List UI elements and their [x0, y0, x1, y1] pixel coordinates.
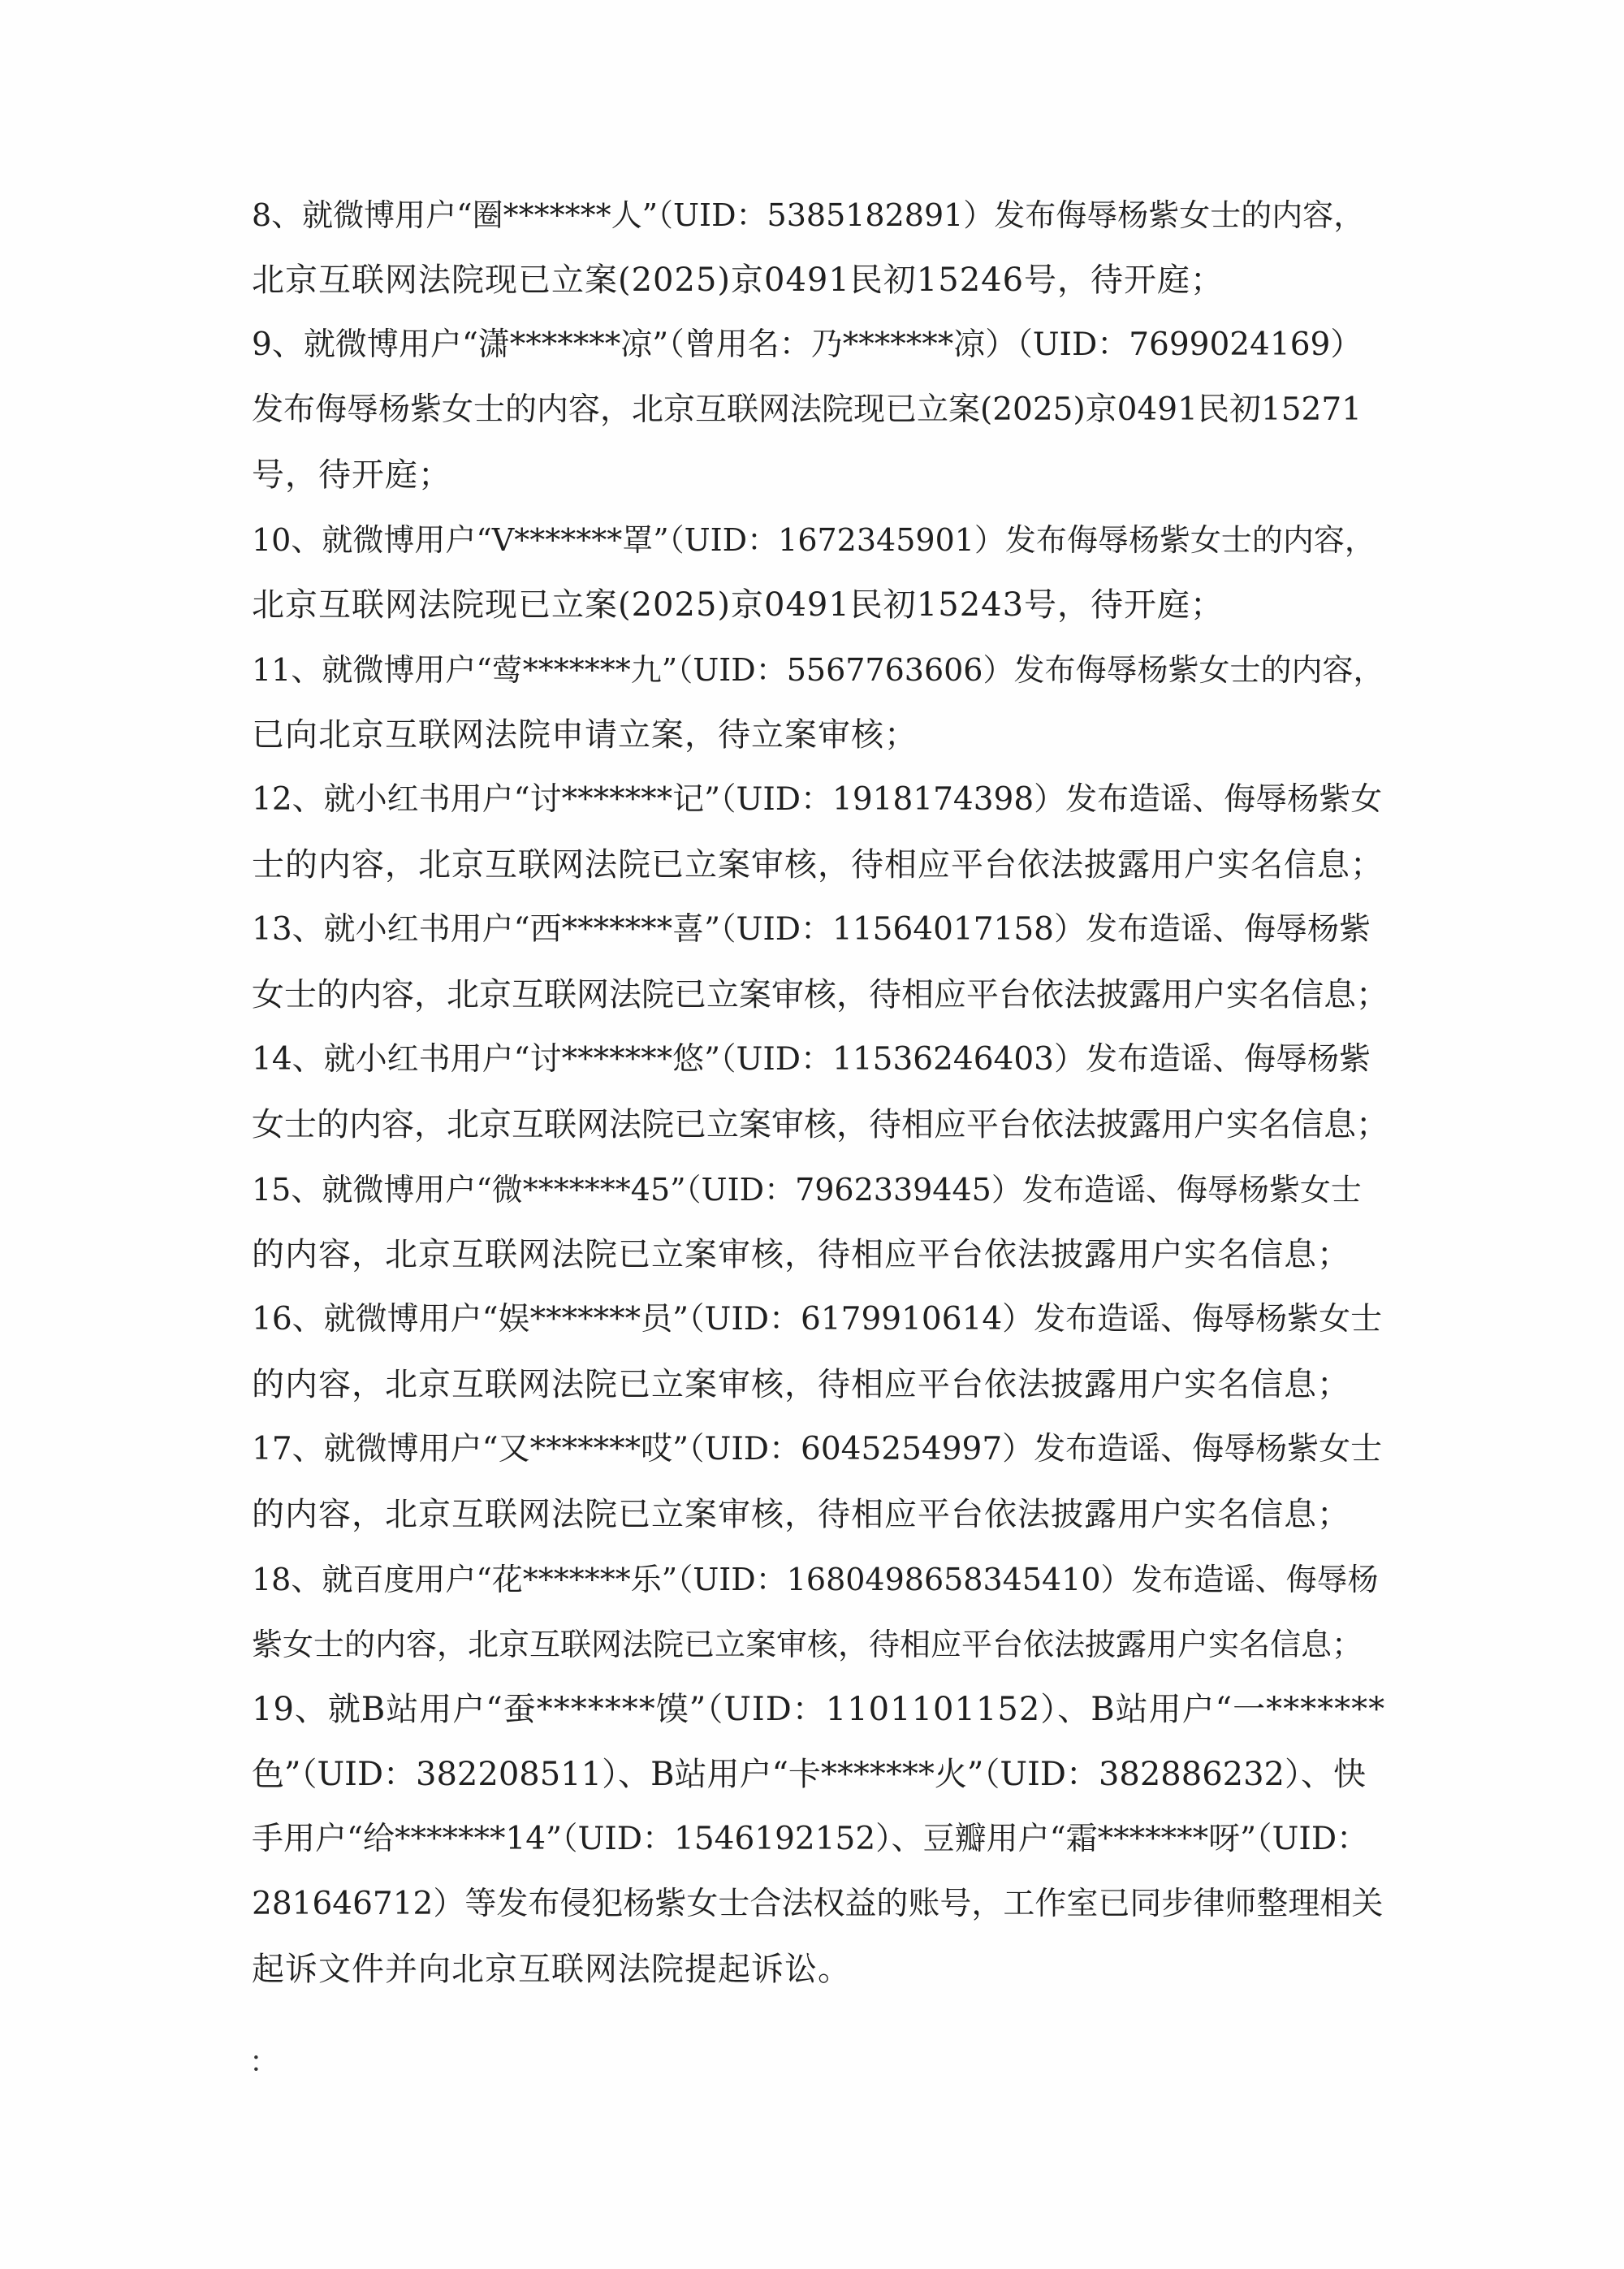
text-line: 女士的内容，北京互联网法院已立案审核，待相应平台依法披露用户实名信息；	[252, 976, 1389, 1013]
text-line: 15、就微博用户“微*******45”（UID：7962339445）发布造谣、侮辱杨紫女士	[252, 1172, 1362, 1208]
text-line: 的内容，北京互联网法院已立案审核，待相应平台依法披露用户实名信息；	[252, 1496, 1350, 1533]
text-line: 10、就微博用户“V*******罩”（UID：1672345901）发布侮辱杨紫女士的内容，	[252, 522, 1376, 558]
text-line: 北京互联网法院现已立案(2025)京0491民初15243号，待开庭；	[252, 586, 1224, 624]
text-line: 9、就微博用户“潇*******凉”（曾用名：乃*******凉）（UID：7699024169）	[252, 326, 1363, 363]
text-line: 8、就微博用户“圈*******人”（UID：5385182891）发布侮辱杨紫女士的内容，	[252, 197, 1365, 233]
text-line: 号，待开庭；	[252, 456, 451, 494]
text-line: 的内容，北京互联网法院已立案审核，待相应平台依法披露用户实名信息；	[252, 1366, 1350, 1403]
text-line: 手用户“给*******14”（UID：1546192152）、豆瓣用户“霜*******呀”（UID：	[252, 1821, 1369, 1857]
text-line: 紫女士的内容，北京互联网法院已立案审核，待相应平台依法披露用户实名信息；	[252, 1627, 1363, 1662]
text-line: 19、就B站用户“蚕*******馍”（UID：1101101152）、B站用户“一*******	[252, 1691, 1386, 1728]
text-line: 的内容，北京互联网法院已立案审核，待相应平台依法披露用户实名信息；	[252, 1236, 1350, 1273]
text-line: 14、就小红书用户“讨*******悠”（UID：11536246403）发布造谣、侮辱杨紫	[252, 1041, 1371, 1078]
text-line: 11、就微博用户“莺*******九”（UID：5567763606）发布侮辱杨紫女士的内容，	[252, 652, 1384, 688]
text-line: 色”（UID：382208511）、B站用户“卡*******火”（UID：382886232）、快	[252, 1756, 1366, 1793]
text-line: 18、就百度用户“花*******乐”（UID：1680498658345410）发布造谣、侮辱杨	[252, 1562, 1379, 1597]
footer-mark: ：	[249, 2046, 279, 2079]
text-line: 17、就微博用户“又*******哎”（UID：6045254997）发布造谣、侮辱杨紫女士	[252, 1431, 1383, 1467]
text-line: 281646712）等发布侵犯杨紫女士合法权益的账号，工作室已同步律师整理相关	[252, 1886, 1384, 1922]
document-body	[252, 183, 1389, 2002]
text-line: 已向北京互联网法院申请立案，待立案审核；	[252, 716, 918, 754]
text-line: 起诉文件并向北京互联网法院提起诉讼。	[252, 1951, 851, 1988]
text-line: 16、就微博用户“娱*******员”（UID：6179910614）发布造谣、侮辱杨紫女士	[252, 1301, 1383, 1338]
text-line: 12、就小红书用户“讨*******记”（UID：1918174398）发布造谣、侮辱杨紫女	[252, 781, 1383, 818]
text-line: 女士的内容，北京互联网法院已立案审核，待相应平台依法披露用户实名信息；	[252, 1106, 1389, 1143]
text-line: 士的内容，北京互联网法院已立案审核，待相应平台依法披露用户实名信息；	[252, 846, 1384, 884]
text-line: 发布侮辱杨紫女士的内容，北京互联网法院现已立案(2025)京0491民初15271	[252, 391, 1363, 428]
text-line: 北京互联网法院现已立案(2025)京0491民初15246号，待开庭；	[252, 261, 1224, 299]
text-line: 13、就小红书用户“西*******喜”（UID：11564017158）发布造谣、侮辱杨紫	[252, 911, 1371, 948]
